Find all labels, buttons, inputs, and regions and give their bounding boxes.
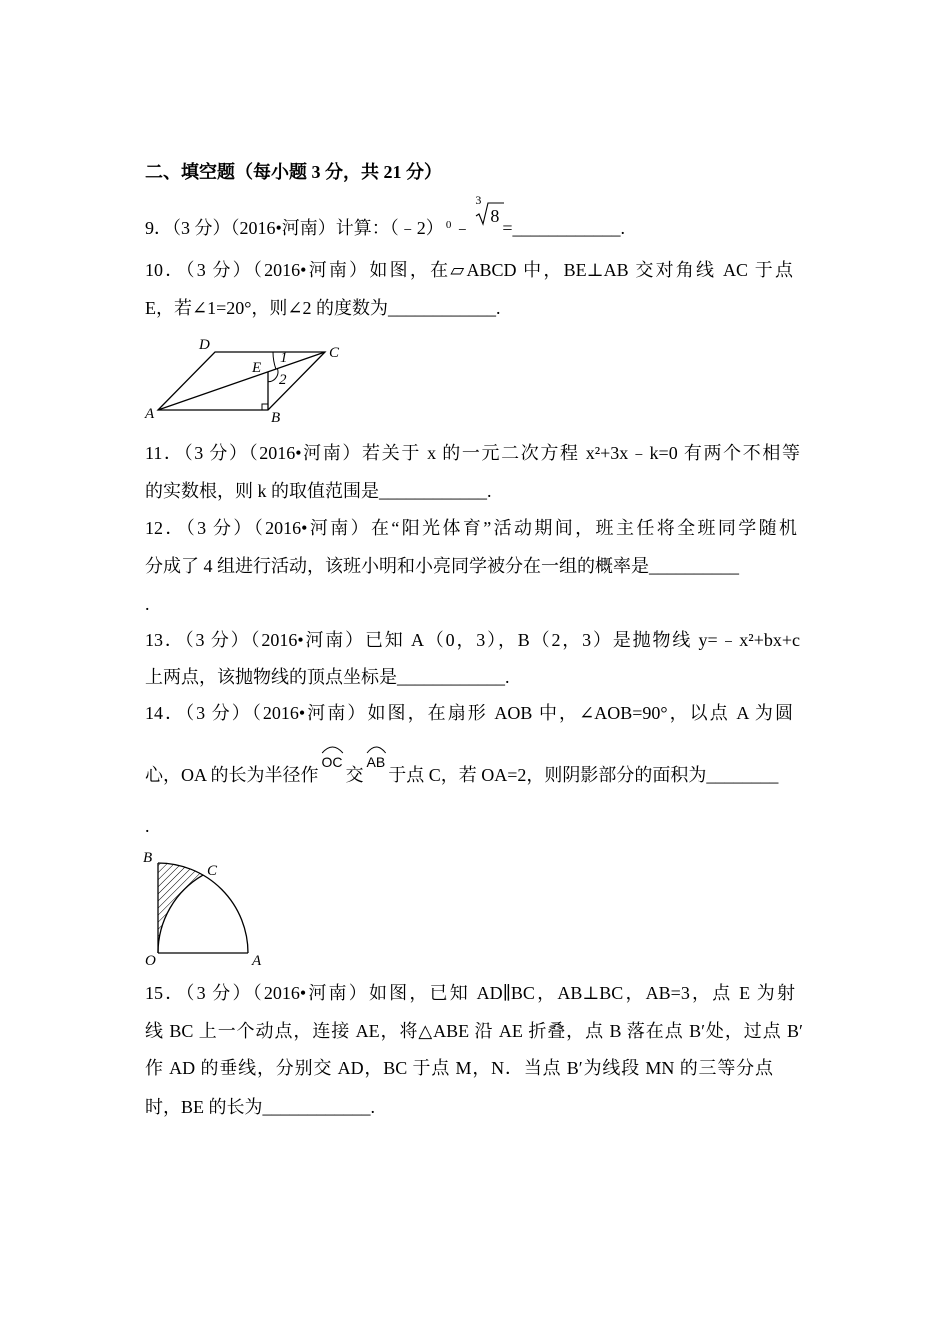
q12-line2: 分成了 4 组进行活动，该班小明和小亮同学被分在一组的概率是__________: [145, 556, 739, 576]
q11-line1: 11．（3 分）（2016•河南）若关于 x 的一元二次方程 x²+3x﹣k=0 有两个不相等: [145, 443, 800, 463]
q10-line1: 10．（3 分）（2016•河南）如图，在▱ABCD 中，BE⊥AB 交对角线 AC 于点: [145, 260, 793, 280]
label-angle2: 2: [279, 372, 287, 388]
q9-line1: [145, 193, 625, 240]
q15-line1: 15．（3 分）（2016•河南）如图，已知 AD∥BC，AB⊥BC，AB=3，点 E 为射: [145, 983, 795, 1003]
q15-line3: 作 AD 的垂线，分别交 AD，BC 于点 M，N．当点 B′为线段 MN 的三等分点: [145, 1058, 773, 1078]
label-d: D: [199, 337, 210, 353]
shaded-region: [158, 863, 203, 953]
sector-figure: [140, 848, 265, 970]
label-a: A: [145, 406, 155, 422]
arc-symbol-oc: [321, 745, 344, 754]
q11-line2: 的实数根，则 k 的取值范围是____________.: [145, 481, 492, 501]
q9-prefix: 9．（3 分）（2016•河南）计算：（﹣2）: [145, 218, 444, 238]
q9-exponent: 0: [445, 219, 452, 231]
q10-line2: E，若∠1=20°，则∠2 的度数为____________.: [145, 298, 501, 318]
q14-line2-after: 于点 C，若 OA=2，则阴影部分的面积为________: [388, 765, 779, 785]
q9-suffix-blank: =____________.: [502, 218, 625, 238]
arc-oc: [322, 752, 343, 772]
angle1-arc: [273, 352, 276, 369]
q12-line3: .: [145, 594, 150, 614]
arc-ab: [367, 752, 386, 772]
q15-line4: 时，BE 的长为____________.: [145, 1097, 376, 1117]
cube-root: [475, 193, 502, 226]
q13-line1: 13．（3 分）（2016•河南）已知 A（0，3），B（2，3）是抛物线 y=﹣x²+bx+c: [145, 630, 800, 650]
root-index: 3: [475, 193, 482, 207]
label-c: C: [329, 345, 340, 361]
radicand: 8: [490, 206, 500, 226]
arc-oc-label: OC: [321, 754, 343, 770]
label-a: A: [252, 953, 262, 969]
right-angle-mark: [262, 404, 268, 410]
arc-ab-label: AB: [366, 754, 386, 770]
diagonal-ac: [158, 352, 325, 410]
q14-line2-between: 交: [345, 765, 364, 785]
q14-line1: 14．（3 分）（2016•河南）如图，在扇形 AOB 中，∠AOB=90°，以点 A 为圆: [145, 703, 793, 723]
label-e: E: [252, 360, 262, 376]
label-angle1: 1: [280, 350, 288, 366]
q13-line2: 上两点，该抛物线的顶点坐标是____________.: [145, 667, 510, 687]
q14-line2-before: 心，OA 的长为半径作: [145, 765, 319, 785]
q14-line2: [145, 754, 779, 787]
q14-line3: .: [145, 816, 150, 836]
q15-line2: 线 BC 上一个动点，连接 AE，将△ABE 沿 AE 折叠，点 B 落在点 B′处，过点 B′: [145, 1021, 803, 1041]
arc-symbol-ab: [366, 745, 387, 754]
section-title: 二、填空题（每小题 3 分，共 21 分）: [145, 162, 442, 182]
q9-minus: ﹣: [453, 218, 472, 238]
label-c: C: [207, 863, 218, 879]
label-b: B: [271, 410, 281, 426]
q12-line1: 12．（3 分）（2016•河南）在“阳光体育”活动期间，班主任将全班同学随机: [145, 518, 797, 538]
parallelogram-figure: [140, 335, 350, 427]
label-b: B: [143, 850, 153, 866]
label-o: O: [145, 953, 156, 969]
